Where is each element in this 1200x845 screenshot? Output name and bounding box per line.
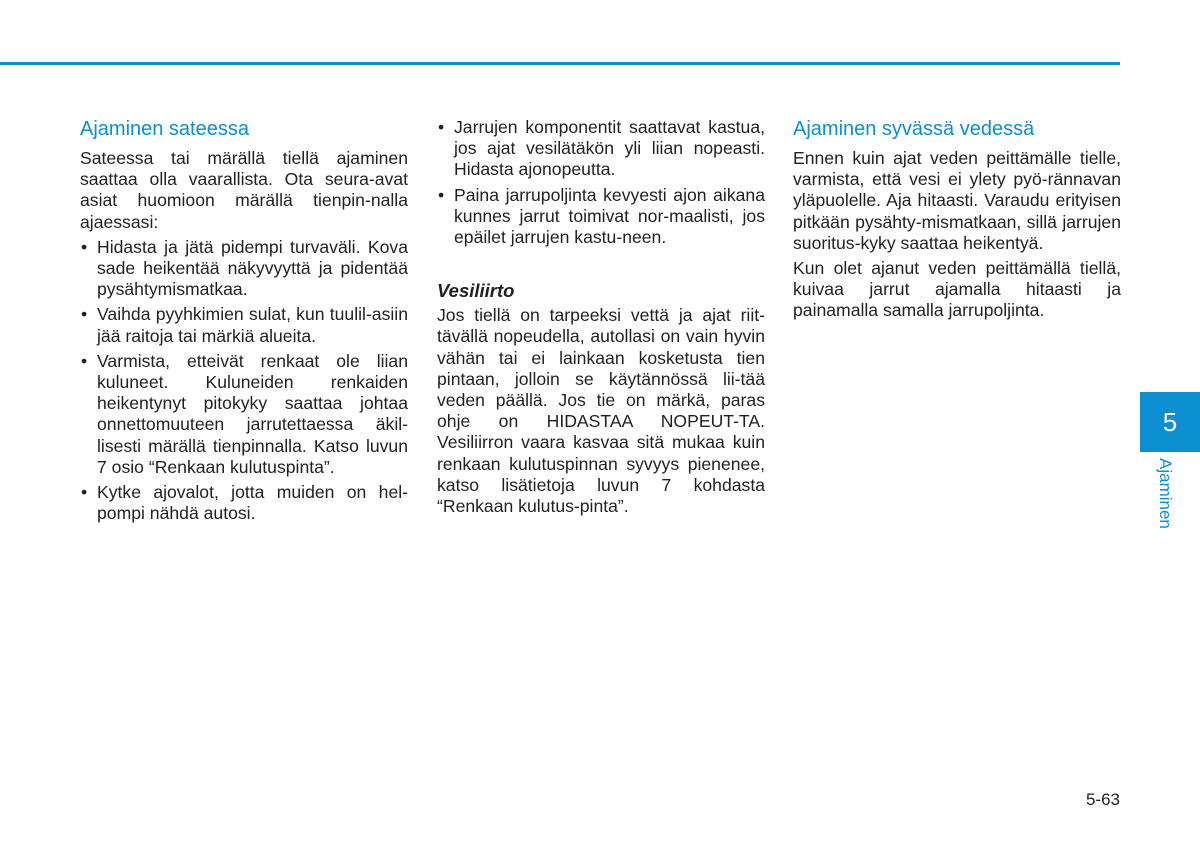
list-item: • Paina jarrupoljinta kevyesti ajon aikana kunnes jarrut toimivat nor-maalisti, jos epäilet jarrujen kastu-neen.: [437, 185, 765, 249]
list-item: • Vaihda pyyhkimien sulat, kun tuulil-asiin jää raitoja tai märkiä alueita.: [80, 304, 408, 346]
section-subheading-aquaplaning: Vesiliirto: [437, 280, 515, 302]
bullet-list-brakes: [437, 117, 765, 248]
section-heading-deep-water: Ajaminen syvässä vedessä: [793, 118, 1035, 140]
deep-water-paragraph-2: Kun olet ajanut veden peittämällä tiellä, kuivaa jarrut ajamalla hitaasti ja painamalla samalla jarrupoljinta.: [793, 258, 1121, 321]
intro-paragraph: Sateessa tai märällä tiellä ajaminen saattaa olla vaarallista. Ota seura-avat asiat huomioon märällä tienpin-nalla ajaessasi:: [80, 148, 408, 232]
chapter-number: 5: [1162, 406, 1178, 437]
deep-water-paragraph-1: Ennen kuin ajat veden peittämälle tielle, varmista, että vesi ei ylety pyö-rännavan yläpuolelle. Aja hitaasti. Varaudu erityisen pitkään pysähty-mismatkaan, sillä jarrujen suoritus-kyky saattaa heikentyä.: [793, 148, 1121, 253]
list-item: • Varmista, etteivät renkaat ole liian kuluneet. Kuluneiden renkaiden heikentynyt pitokyky saattaa johtaa onnettomuuteen jarrutettaessa äkil-lisesti märällä tienpinnalla. Katso luvun 7 osio “Renkaan kulutuspinta”.: [80, 351, 408, 478]
column-right: [793, 117, 1121, 326]
page-number: 5-63: [1085, 790, 1120, 809]
column-left: [80, 117, 408, 528]
list-item: • Hidasta ja jätä pidempi turvaväli. Kova sade heikentää näkyvyyttä ja pidentää pysähtymismatkaa.: [80, 237, 408, 301]
column-middle: [437, 117, 765, 521]
aquaplaning-paragraph: Jos tiellä on tarpeeksi vettä ja ajat riit-tävällä nopeudella, autollasi on vain hyvin vähän tai ei lainkaan kosketusta tien pintaan, jolloin se käytännössä lii-tää veden päällä. Jos tie on märkä, paras ohje on HIDASTAA NOPEUT-TA. Vesiliirron vaara kasvaa sitä mukaa kuin renkaan kulutuspinnan syvyys pienenee, katso lisätietoja luvun 7 kohdasta “Renkaan kulutus-pinta”.: [437, 305, 765, 517]
header-rule: [0, 62, 1120, 65]
section-heading-rain: Ajaminen sateessa: [80, 118, 249, 140]
list-item: • Jarrujen komponentit saattavat kastua, jos ajat vesilätäkön yli liian nopeasti. Hidasta ajonopeutta.: [437, 117, 765, 181]
bullet-list-rain: [80, 237, 408, 525]
chapter-number-tab: [1140, 392, 1200, 452]
spacer: [437, 252, 765, 280]
chapter-title-vertical: Ajaminen: [1156, 458, 1175, 529]
list-item: • Kytke ajovalot, jotta muiden on hel-pompi nähdä autosi.: [80, 482, 408, 524]
